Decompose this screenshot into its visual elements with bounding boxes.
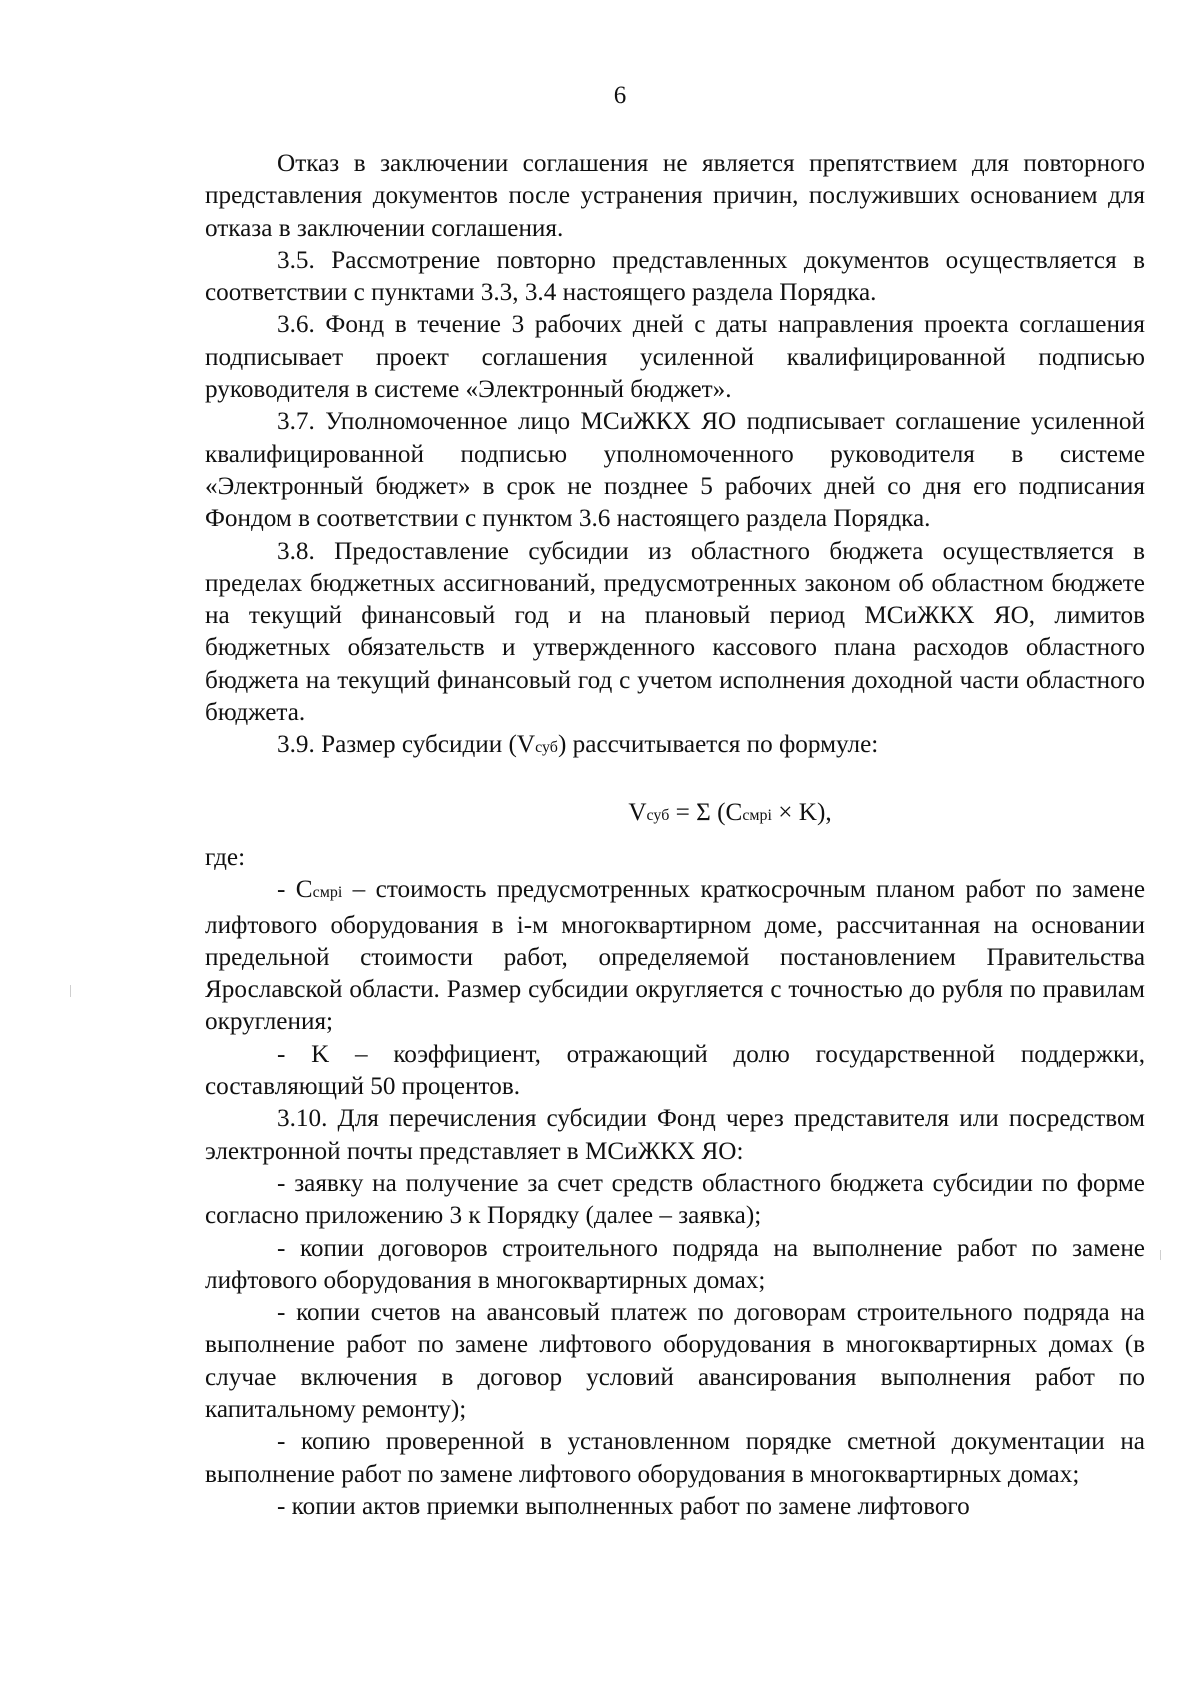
list-item: - копии договоров строительного подряда на выполнение работ по замене лифтового оборудования в многоквартирных домах; <box>205 1234 1145 1294</box>
formula-c-subscript: смрi <box>742 806 772 824</box>
definition-c-subscript: смрi <box>312 884 343 902</box>
list-item: - заявку на получение за счет средств областного бюджета субсидии по форме согласно приложению 3 к Порядку (далее – заявка); <box>205 1169 1145 1230</box>
scan-artifact <box>1160 1250 1161 1260</box>
paragraph-3-8: 3.8. Предоставление субсидии из областного бюджета осуществляется в пределах бюджетных ассигнований, предусмотренных законом об областном бюджете на текущий финансовый год и на плановый период МСиЖКХ ЯО, лимитов бюджетных обязательств и утвержденного кассового плана расходов областного бюджета на текущий финансовый год с учетом исполнения доходной части областного бюджета. <box>205 537 1145 727</box>
subsidy-formula <box>205 797 1145 832</box>
formula-end: × K), <box>771 798 832 826</box>
formula-v-subscript: суб <box>646 806 670 824</box>
formula-v: V <box>628 798 647 826</box>
definition-c-text: – стоимость предусмотренных краткосрочным планом работ по замене лифтового оборудования в i-м многоквартирном доме, рассчитанная на основании предельной стоимости работ, определяемой постановлением Правительства Ярославской области. Размер субсидии округляется с точностью до рубля по правилам округления; <box>205 876 1145 1036</box>
definition-c <box>205 874 1145 1038</box>
subscript: суб <box>535 739 558 757</box>
page-number: 6 <box>613 82 627 109</box>
paragraph-3-9 <box>205 729 1145 764</box>
paragraph-refusal: Отказ в заключении соглашения не является препятствием для повторного представления документов после устранения причин, послуживших основанием для отказа в заключении соглашения. <box>205 150 1145 242</box>
document-body <box>205 148 1145 1523</box>
paragraph-3-9-text: 3.9. Размер субсидии (V <box>277 731 536 759</box>
definition-c-symbol: - C <box>277 876 313 904</box>
list-item: - копию проверенной в установленном порядке сметной документации на выполнение работ по замене лифтового оборудования в многоквартирных домах; <box>205 1428 1145 1488</box>
scan-artifact <box>70 985 71 997</box>
definition-k: - K – коэффициент, отражающий долю государственной поддержки, составляющий 50 процентов. <box>205 1040 1145 1101</box>
paragraph-3-9-text-end: ) рассчитывается по формуле: <box>557 731 879 759</box>
list-item: - копии счетов на авансовый платеж по договорам строительного подряда на выполнение работ по замене лифтового оборудования в многоквартирных домах (в случае включения в договор условий авансирования выполнения работ по капитальному ремонту); <box>205 1299 1145 1423</box>
list-item: - копии актов приемки выполненных работ по замене лифтового <box>277 1492 970 1520</box>
where-label: где: <box>205 843 246 871</box>
paragraph-3-5: 3.5. Рассмотрение повторно представленных документов осуществляется в соответствии с пунктами 3.3, 3.4 настоящего раздела Порядка. <box>205 246 1145 307</box>
paragraph-3-10: 3.10. Для перечисления субсидии Фонд через представителя или посредством электронной почты представляет в МСиЖКХ ЯО: <box>205 1105 1145 1165</box>
paragraph-3-7: 3.7. Уполномоченное лицо МСиЖКХ ЯО подписывает соглашение усиленной квалифицированной подписью уполномоченного руководителя в системе «Электронный бюджет» в срок не позднее 5 рабочих дней со дня его подписания Фондом в соответствии с пунктом 3.6 настоящего раздела Порядка. <box>205 408 1145 533</box>
formula-sum: = Σ (C <box>669 798 743 826</box>
paragraph-3-6: 3.6. Фонд в течение 3 рабочих дней с даты направления проекта соглашения подписывает проект соглашения усиленной квалифицированной подписью руководителя в системе «Электронный бюджет». <box>205 311 1145 404</box>
